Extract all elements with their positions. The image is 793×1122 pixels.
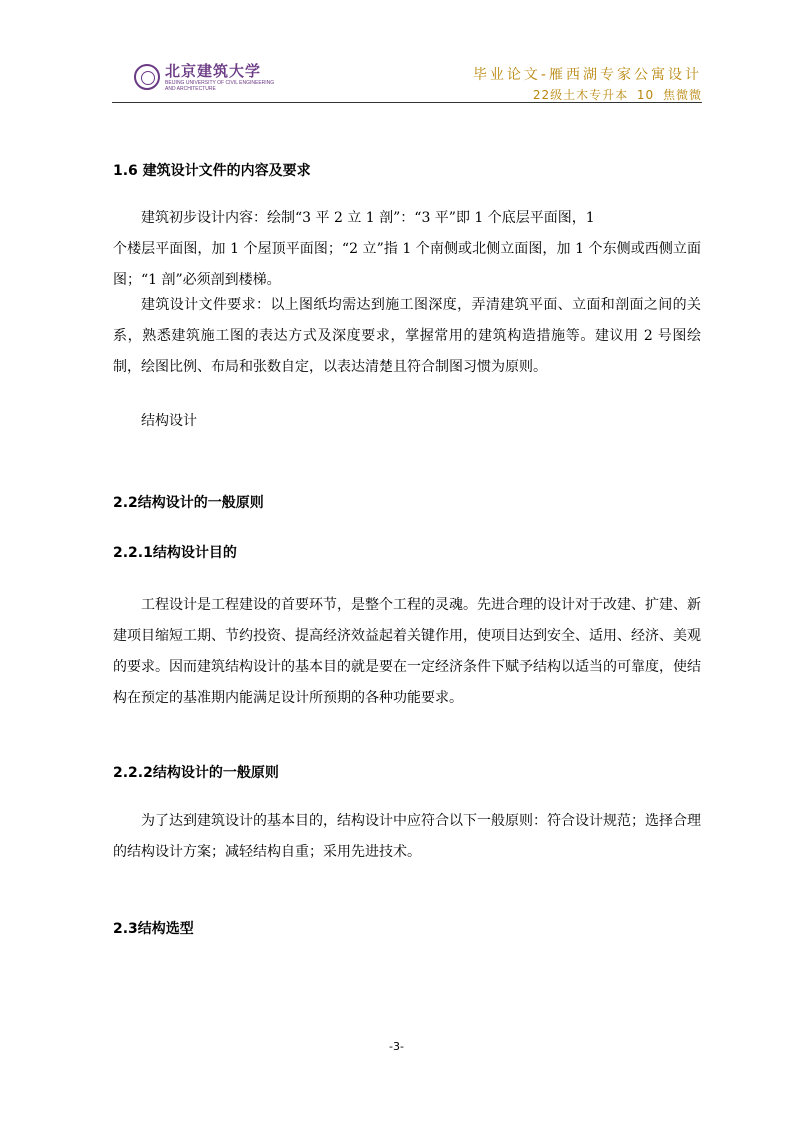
section-heading-2-2: 2.2结构设计的一般原则 <box>113 495 264 511</box>
paragraph-design-content-line1: 建筑初步设计内容：绘制“3 平 2 立 1 剖”：“3 平”即 1 个底层平面图，1 <box>141 210 595 226</box>
page-number: -3- <box>389 1040 404 1053</box>
logo-chinese-name: 北京建筑大学 <box>165 61 262 80</box>
paragraph-design-purpose: 工程设计是工程建设的首要环节，是整个工程的灵魂。先进合理的设计对于改建、扩建、新建项目缩短工期、节约投资、提高经济效益起着关键作用，使项目达到安全、适用、经济、美观的要求。因而建筑结构设计的基本目的就是要在一定经济条件下赋予结构以适当的可靠度，使结构在预定的基准期内能满足设计所预期的各种功能要求。 <box>113 597 701 706</box>
logo-english-name: BEIJING UNIVERSITY OF CIVIL ENGINEERING AND ARCHITECTURE <box>165 79 275 92</box>
paragraph-structural-design: 结构设计 <box>141 413 197 429</box>
section-heading-1-6: 1.6 建筑设计文件的内容及要求 <box>113 163 311 179</box>
author-info: 22级土木专升本 10 焦微微 <box>532 88 702 102</box>
thesis-title: 毕业论文-雁西湖专家公寓设计 <box>472 67 702 83</box>
page-header <box>112 52 702 102</box>
university-seal-icon <box>134 64 160 90</box>
paragraph-design-requirements: 建筑设计文件要求：以上图纸均需达到施工图深度，弄清建筑平面、立面和剖面之间的关系，熟悉建筑施工图的表达方式及深度要求，掌握常用的建筑构造措施等。建议用 2 号图绘制，绘图比例、布局和张数自定，以表达清楚且符合制图习惯为原则。 <box>113 297 701 375</box>
section-heading-2-3: 2.3结构选型 <box>113 921 194 937</box>
section-heading-2-2-2: 2.2.2结构设计的一般原则 <box>113 765 279 781</box>
header-divider <box>112 102 702 103</box>
paragraph-design-content: 个楼层平面图，加 1 个屋顶平面图；“2 立”指 1 个南侧或北侧立面图，加 1 个东侧或西侧立面图；“1 剖”必须剖到楼梯。 <box>113 241 701 288</box>
section-heading-2-2-1: 2.2.1结构设计目的 <box>113 545 237 561</box>
university-logo <box>134 60 285 94</box>
paragraph-design-principles: 为了达到建筑设计的基本目的，结构设计中应符合以下一般原则：符合设计规范；选择合理的结构设计方案；减轻结构自重；采用先进技术。 <box>113 813 701 860</box>
